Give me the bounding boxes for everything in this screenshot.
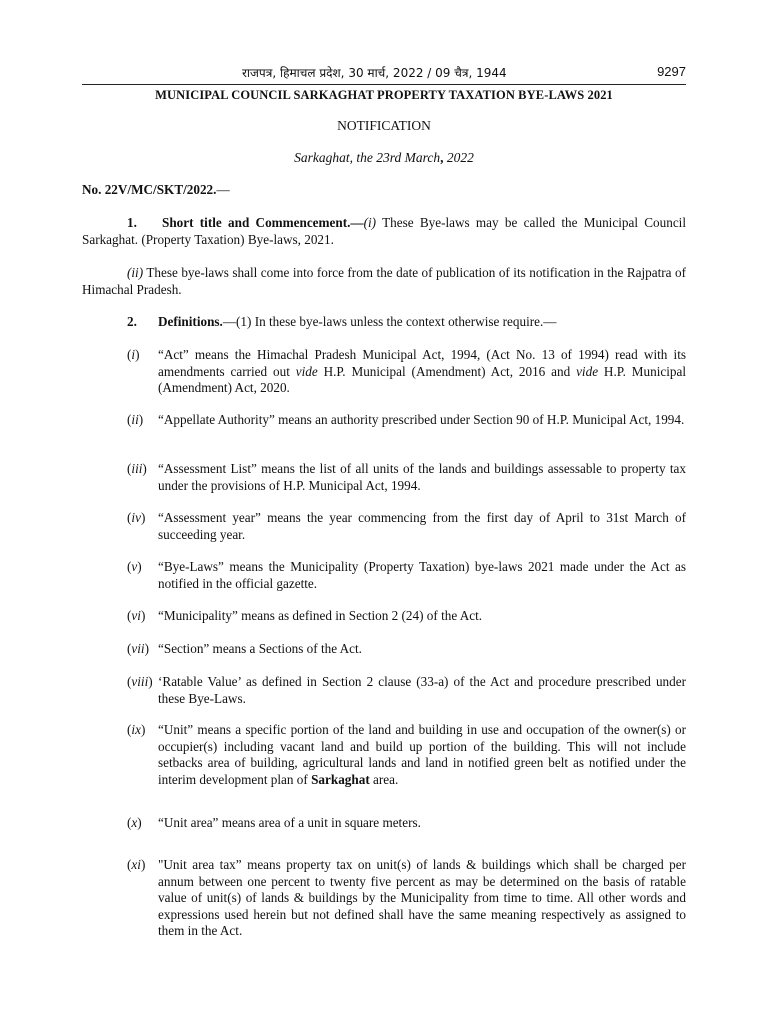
- reference-no: No. 22V/MC/SKT/2022.: [82, 182, 217, 197]
- definition-text: “Assessment List” means the list of all units of the lands and buildings assessable to property tax under the provisions of H.P. Municipal Act, 1994.: [158, 461, 686, 493]
- definition-text: "Unit area tax” means property tax on unit(s) of lands & buildings which shall be charged per annum between one percent to twenty five percent as may be determined on the basis of ratable value of unit(s) of lands & buildings by the Municipality from time to time. All other words and expressions used herein but not defined shall have the same meaning respectively as assigned to them in the Act.: [158, 857, 686, 938]
- date-comma: ,: [440, 150, 444, 165]
- section-1-heading: Short title and Commencement.—: [162, 215, 364, 230]
- definition-label: (iii): [127, 461, 147, 476]
- section-2-body: [158, 314, 686, 331]
- gazette-line: राजपत्र, हिमाचल प्रदेश, 30 मार्च, 2022 / 09 चैत्र, 1944: [242, 66, 507, 80]
- section-2-heading: Definitions.: [158, 314, 223, 329]
- document-title: MUNICIPAL COUNCIL SARKAGHAT PROPERTY TAXATION BYE-LAWS 2021: [155, 88, 613, 102]
- section-2-number: 2.: [127, 314, 137, 329]
- definition-text: “Section” means a Sections of the Act.: [158, 641, 362, 656]
- section-1-clause-i-text: These Bye-laws may be called the Municipal Council Sarkaghat. (Property Taxation) Bye-laws, 2021.: [82, 215, 687, 247]
- notification-heading: NOTIFICATION: [337, 118, 431, 133]
- definition-label: (v): [127, 559, 142, 574]
- definition-label: (vi): [127, 608, 146, 623]
- section-1-clause-i-label: (i): [363, 215, 377, 230]
- definition-label: (ii): [127, 412, 144, 427]
- definition-text: “Bye-Laws” means the Municipality (Property Taxation) bye-laws 2021 made under the Act as notified in the official gazette.: [158, 559, 686, 591]
- section-1-number: 1.: [127, 215, 137, 230]
- definition-text: “Unit area” means area of a unit in square meters.: [158, 815, 421, 830]
- page-number: 9297: [657, 64, 686, 79]
- page-header: [82, 64, 686, 84]
- date-place: Sarkaghat, the 23rd March: [294, 150, 441, 165]
- header-rule: [82, 84, 686, 85]
- date-line: [82, 150, 686, 166]
- definition-text: “Municipality” means as defined in Section 2 (24) of the Act.: [158, 608, 483, 623]
- definition-text: “Appellate Authority” means an authority prescribed under Section 90 of H.P. Municipal Act, 1994.: [158, 412, 685, 427]
- definition-label: (x): [127, 815, 142, 830]
- reference-dash: —: [216, 182, 230, 197]
- definition-label: (iv): [127, 510, 146, 525]
- definition-text: “Unit” means a specific portion of the land and building in use and occupation of the owner(s) or occupier(s) including vacant land and build up portion of the building. This will not include setbacks area of building, agricultural lands and land in notified green belt as notified under the interim development plan of Sarkaghat area.: [158, 722, 686, 787]
- section-1-clause-ii: [82, 265, 686, 298]
- definition-label: (vii): [127, 641, 149, 656]
- definition-label: (xi): [127, 857, 146, 872]
- definition-text: “Act” means the Himachal Pradesh Municipal Act, 1994, (Act No. 13 of 1994) read with its amendments carried out vide H.P. Municipal (Amendment) Act, 2016 and vide H.P. Municipal (Amendment) Act, 2020.: [158, 347, 686, 395]
- date-year: 2022: [443, 150, 474, 165]
- section-2-intro: —(1) In these bye-laws unless the context otherwise require.—: [222, 314, 557, 329]
- definition-text: “Assessment year” means the year commencing from the first day of April to 31st March of succeeding year.: [158, 510, 686, 542]
- section-1-clause-ii-text: These bye-laws shall come into force from the date of publication of its notification in the Rajpatra of Himachal Pradesh.: [82, 265, 686, 297]
- reference-number: [82, 182, 686, 199]
- definition-text: ‘Ratable Value’ as defined in Section 2 clause (33-a) of the Act and procedure prescribed under these Bye-Laws.: [158, 674, 686, 706]
- definition-label: (i): [127, 347, 140, 362]
- definition-label: (ix): [127, 722, 146, 737]
- definition-label: (viii): [127, 674, 153, 689]
- section-1: [82, 215, 686, 248]
- section-1-clause-ii-label: (ii): [127, 265, 144, 280]
